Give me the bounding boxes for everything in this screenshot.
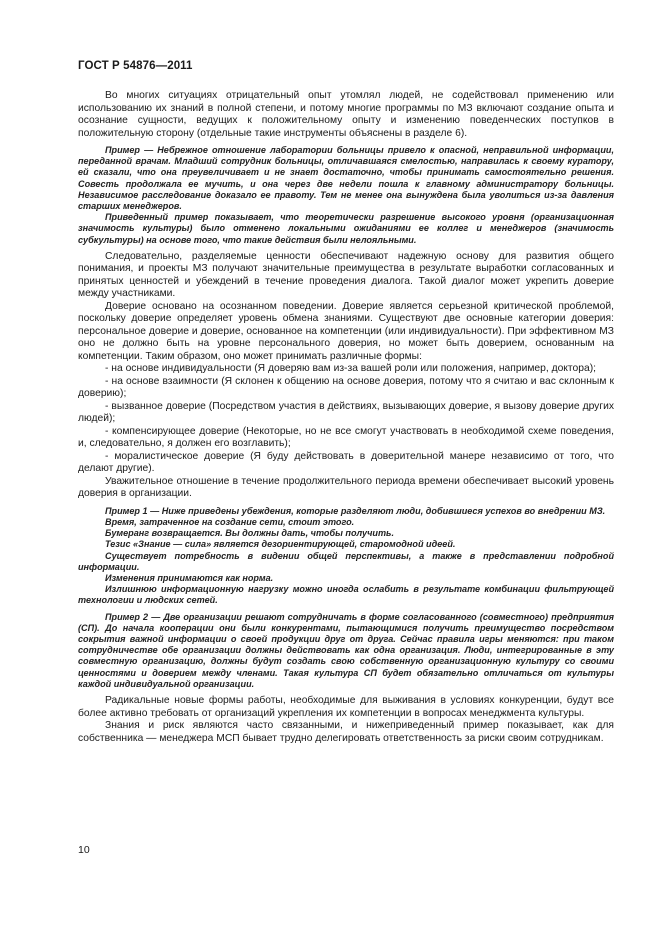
paragraph: Доверие основано на осознанном поведении. Доверие является серьезной критической проблемой, поскольку доверие определяет уровень обмена знаниями. Существуют две основные категории доверия: персональное доверие и доверие, основанное на компетенции (или индивидуальности). При эффективном МЗ оно не должно быть на уровне персонального доверия, но может быть доверием, основанным на компетенции. Таким образом, оно может принимать различные формы: (78, 300, 614, 362)
paragraph: Следовательно, разделяемые ценности обеспечивают надежную основу для развития общего понимания, и проекты МЗ получают значительные преимущества в результате выработки согласованных и принятых ценностей и убеждений в течение проведения диалога. Такой диалог может укрепить доверие между участниками. (78, 250, 614, 300)
example-block: Пример 2 — Две организации решают сотрудничать в форме согласованного (совместного) предприятия (СП). До начала кооперации они были конкурентами, пытающимися получить преимущество посредством сокрытия важной информации о своей продукции друг от друга. Сейчас правила игры меняются: при таком сотрудничестве обе организации должны действовать как одна организация. Люди, интегрированные в эту совместную организацию, должны будут создать свою собственную организационную культуру со своими ценностями и доверием между членами. Такая культура СП будет обязательно отличаться от культуры каждой индивидуальной организации. (78, 611, 614, 689)
example-line: Тезис «Знание — сила» является дезориентирующей, старомодной идеей. (105, 539, 456, 550)
list-item: - компенсирующее доверие (Некоторые, но не все смогут участвовать в необходимой схеме поведения, и, следовательно, я должен его возглавить); (78, 425, 614, 450)
paragraph: Знания и риск являются часто связанными, и нижеприведенный пример показывает, как для собственника — менеджера МСП бывает трудно делегировать ответственность за риски своим сотрудникам. (78, 720, 614, 744)
list-item: - на основе индивидуальности (Я доверяю вам из-за вашей роли или положения, например, доктора); (105, 363, 596, 375)
document-header: ГОСТ Р 54876—2011 (78, 60, 193, 72)
example-block: Приведенный пример показывает, что теоретически разрешение высокого уровня (организационная значимость культуры) было отменено локальными ожиданиями ее коллег и менеджеров (значимость субкультуры) на основе того, что такие действия были нелояльными. (78, 212, 614, 245)
paragraph: Радикальные новые формы работы, необходимые для выживания в условиях конкуренции, будут все более активно требовать от организаций укрепления их компетенции в вопросах менеджмента культуры. (78, 695, 614, 719)
paragraph: Уважительное отношение в течение продолжительного периода времени обеспечивает высокий уровень доверия в организации. (78, 475, 614, 500)
example-line: Бумеранг возвращается. Вы должны дать, чтобы получить. (105, 528, 394, 539)
example-line: Излишнюю информационную нагрузку можно иногда ослабить в результате комбинации фильтрующей технологии и людских сетей. (78, 584, 614, 606)
example-block: Пример — Небрежное отношение лаборатории больницы привело к опасной, неправильной информации, переданной врачам. Младший сотрудник больницы, отличавшаяся смелостью, направилась к своему куратору, ей сказали, что она преувеличивает и не знает достаточно, чтобы принимать самостоятельно решения. Совесть продолжала ее мучить, и она через две недели пошла к главному администратору больницы. Независимое расследование доказало ее правоту. Тем не менее она вынуждена была уволиться из-за давления старших менеджеров. (78, 145, 614, 212)
page-number: 10 (78, 844, 90, 856)
list-item: - вызванное доверие (Посредством участия в действиях, вызывающих доверие, я вызову доверие других людей); (78, 400, 614, 425)
page-body (78, 90, 614, 745)
list-item: - на основе взаимности (Я склонен к общению на основе доверия, потому что я считаю и вас склонным к доверию); (78, 375, 614, 400)
example-line: Время, затраченное на создание сети, стоит этого. (105, 517, 355, 528)
paragraph: Во многих ситуациях отрицательный опыт утомлял людей, не содействовал применению или использованию их знаний в полной степени, и потому многие программы по МЗ включают создание опыта и осознание сущности, ведущих к положительному опыту и изменению поведенческих поступков в положительную сторону (отдельные такие инструменты объяснены в разделе 6). (78, 90, 614, 139)
example-line: Изменения принимаются как норма. (105, 573, 274, 584)
example-block: Пример 1 — Ниже приведены убеждения, которые разделяют люди, добившиеся успехов во внедрении МЗ. (105, 505, 606, 516)
list-item: - моралистическое доверие (Я буду действовать в доверительной манере независимо от того, что делают другие). (78, 450, 614, 475)
example-line: Существует потребность в видении общей перспективы, а также в представлении подробной информации. (78, 550, 614, 572)
